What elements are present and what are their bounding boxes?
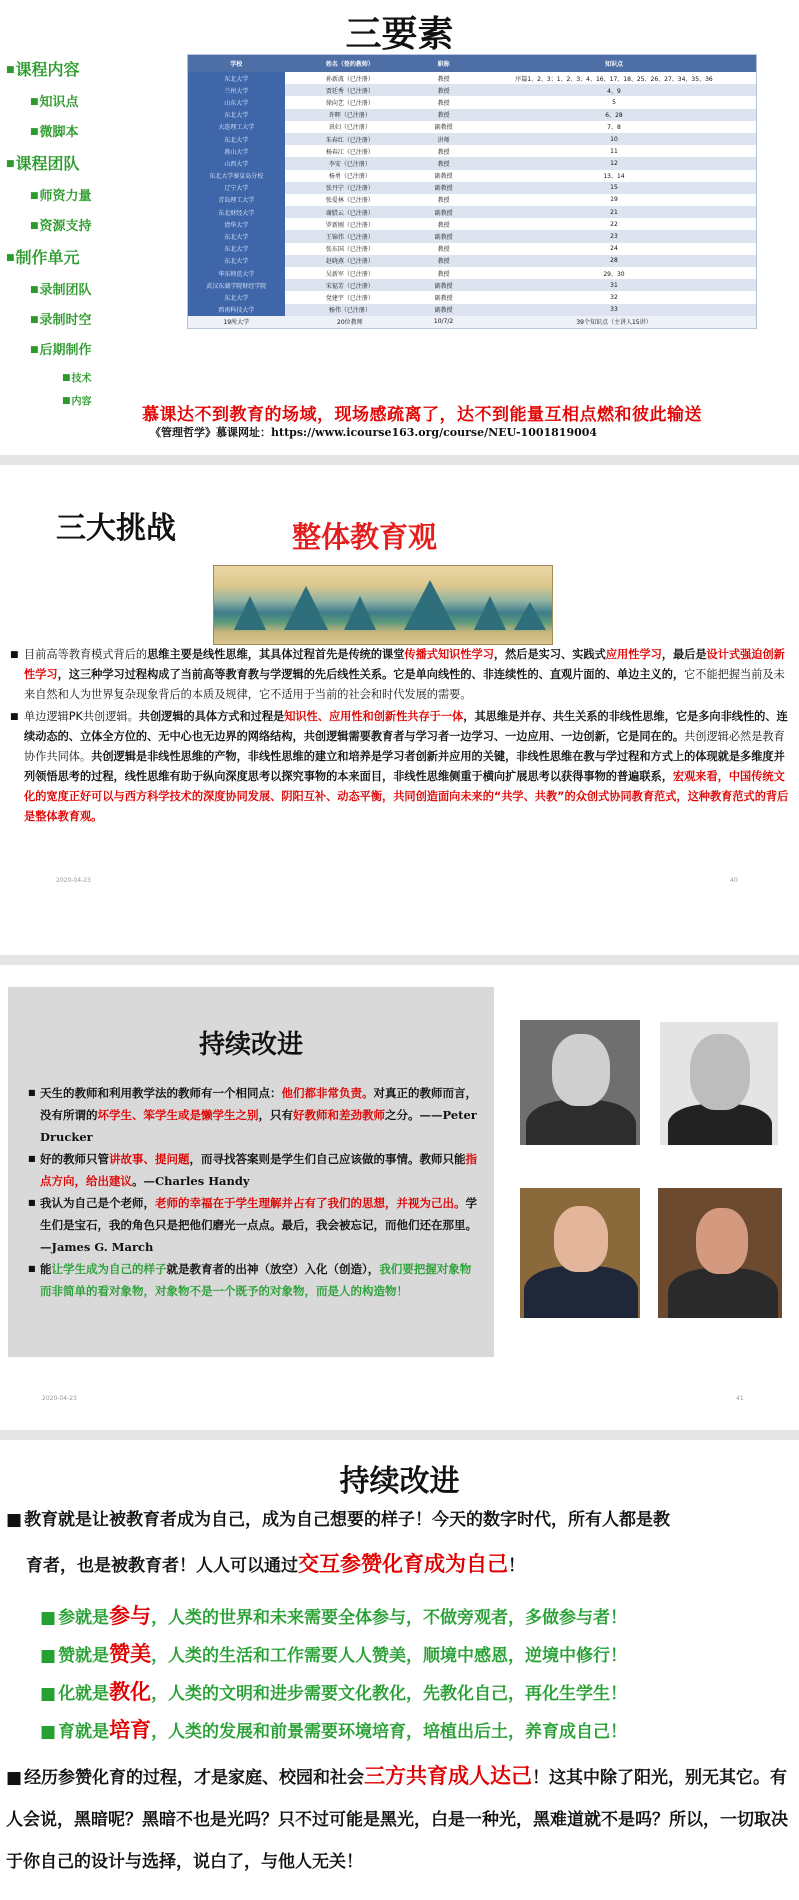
table-row <box>188 145 756 157</box>
quote-handy: ■ 好的教师只管讲故事、提问题，而寻找答案则是学生们自己应该做的事情。教师只能指点方向，给出建议。—Charles Handy <box>28 1148 478 1192</box>
column-header: 学校 <box>188 55 285 72</box>
paragraph-cocreation: ■ 单边逻辑PK共创逻辑。共创逻辑的具体方式和过程是知识性、应用性和创新性共存于一体，其思维是并存、共生关系的非线性思维，它是多向非线性的、连续动态的、立体全方位的、无中心也无边界的网络结构，共创逻辑需要教育者与学习者一边学习、一边应用、一边创新，它是同在的。共创逻辑必然是教育协作共同体。共创逻辑是非线性思维的产物，非线性思维的建立和培养是学习者创新并应用的关键，非线性思维在教与学过程和方式上的体现就是多维度并列领悟思考的过程，线性思维有助于纵向深度思考以探究事物的本来面目，非线性思维侧重于横向扩展思考以获得事物的普遍联系，宏观来看，中国传统文化的宽度正好可以与西方科学技术的深度协同发展、阴阳互补、动态平衡，共同创造面向未来的“共学、共教”的众创式协同教育范式，这种教育范式的背后是整体教育观。 <box>10 707 790 827</box>
table-cell: 青岛理工大学 <box>188 194 285 206</box>
portrait-photo-2 <box>660 1022 778 1145</box>
slide-continuous-improvement-education <box>0 1440 799 1900</box>
table-cell: 讲师 <box>415 133 472 145</box>
table-row <box>188 206 756 218</box>
table-cell: 11 <box>472 145 756 157</box>
table-cell: 许晖（已注册） <box>285 109 416 121</box>
table-row <box>188 291 756 303</box>
table-row <box>188 96 756 108</box>
tree-node: ■ 资源支持 <box>30 220 181 233</box>
table-cell: 教授 <box>415 243 472 255</box>
table-cell: 23 <box>472 230 756 242</box>
table-cell: 杨春江（已注册） <box>285 145 416 157</box>
landscape-painting <box>213 565 553 645</box>
slide-three-elements <box>0 0 799 455</box>
table-cell: 李安（已注册） <box>285 157 416 169</box>
table-row <box>188 230 756 242</box>
table-cell: 19 <box>472 194 756 206</box>
table-cell: 辽宁大学 <box>188 182 285 194</box>
table-cell: 张爱林（已注册） <box>285 194 416 206</box>
slide-title: 三大挑战 <box>56 511 176 546</box>
tree-node: ■ 后期制作 <box>30 344 181 357</box>
quote-panel <box>8 987 494 1357</box>
table-cell: 教授 <box>415 72 472 84</box>
table-cell: 6、28 <box>472 109 756 121</box>
table-cell: 华东师范大学 <box>188 267 285 279</box>
table-cell: 副教授 <box>415 121 472 133</box>
table-cell: 党建宇（已注册） <box>285 291 416 303</box>
table-cell: 教授 <box>415 194 472 206</box>
portrait-photo-1 <box>520 1020 640 1145</box>
slide-divider <box>0 455 799 465</box>
tree-node: ■ 录制时空 <box>30 314 181 327</box>
table-cell: 序篇1、2、3；1、2、3、4、16、17、18、25、26、27、34、35、36 <box>472 72 756 84</box>
slide-three-challenges <box>0 465 799 955</box>
tree-node: ■ 课程团队 <box>6 156 181 172</box>
quote-march: ■ 我认为自己是个老师，老师的幸福在于学生理解并占有了我们的思想，并视为己出。学生们是宝石，我的角色只是把他们磨光一点点。最后，我会被忘记，而他们还在那里。—James G. March <box>28 1192 478 1258</box>
table-cell: 武汉东湖学院财经学院 <box>188 279 285 291</box>
table-row <box>188 157 756 169</box>
table-cell: 徐向艺（已注册） <box>285 96 416 108</box>
table-cell: 贾廷秀（已注册） <box>285 84 416 96</box>
tree-node: ■ 微脚本 <box>30 126 181 139</box>
tree-node: ■ 技术 <box>62 374 181 385</box>
table-cell: 赵晓燕（已注册） <box>285 255 416 267</box>
tree-node: ■ 课程内容 <box>6 62 181 78</box>
slide-date: 2020-04-23 <box>56 877 91 884</box>
table-cell: 清华大学 <box>188 218 285 230</box>
slide-title: 持续改进 <box>198 1030 303 1060</box>
column-header: 姓名（签约教师） <box>285 55 416 72</box>
table-row <box>188 316 756 328</box>
table-row <box>188 182 756 194</box>
table-cell: 兰州大学 <box>188 84 285 96</box>
slogan: 慕课达不到教育的场域，现场感疏离了，达不到能量互相点燃和彼此输送 <box>142 405 702 425</box>
column-header: 知识点 <box>472 55 756 72</box>
slide-divider <box>0 955 799 965</box>
challenge-body <box>10 645 790 829</box>
table-row <box>188 194 756 206</box>
table-row <box>188 255 756 267</box>
portrait-photo-4 <box>658 1188 782 1318</box>
mind-map-tree <box>6 62 181 419</box>
table-cell: 31 <box>472 279 756 291</box>
table-cell: 5 <box>472 96 756 108</box>
tree-node: ■ 录制团队 <box>30 284 181 297</box>
table-cell: 39个知识点（主讲人15讲） <box>472 316 756 328</box>
table-row <box>188 84 756 96</box>
table-body <box>188 72 756 328</box>
table-row <box>188 304 756 316</box>
table-cell: 教授 <box>415 96 472 108</box>
canzan-item: ■ 化就是教化，人类的文明和进步需要文化教化，先教化自己，再化生学生！ <box>40 1680 628 1704</box>
slide-date: 2020-04-23 <box>42 1395 77 1402</box>
slide-title: 持续改进 <box>339 1464 460 1499</box>
paragraph-linear: ■ 目前高等教育模式背后的思维主要是线性思维，其具体过程首先是传统的课堂传播式知识性学习，然后是实习、实践式应用性学习，最后是设计式强迫创新性学习，这三种学习过程构成了当前高等教育教与学逻辑的先后线性关系。它是单向线性的、非连续性的、直观片面的、单边主义的，它不能把握当前及未来自然和人为世界复杂现象背后的本质及规律，它不适用于当前的社会和时代发展的需要。 <box>10 645 790 705</box>
table-cell: 孙新波（已注册） <box>285 72 416 84</box>
column-header: 职称 <box>415 55 472 72</box>
table-cell: 副教授 <box>415 279 472 291</box>
slide-title: 三要素 <box>345 14 454 55</box>
tree-node: ■ 师资力量 <box>30 190 181 203</box>
table-cell: 东北大学 <box>188 109 285 121</box>
table-cell: 山东大学 <box>188 96 285 108</box>
table-row <box>188 121 756 133</box>
table-cell: 吴新军（已注册） <box>285 267 416 279</box>
table-cell: 谢腊云（已注册） <box>285 206 416 218</box>
table-row <box>188 109 756 121</box>
table-row <box>188 133 756 145</box>
table-cell: 罗新刚（已注册） <box>285 218 416 230</box>
table-cell: 12 <box>472 157 756 169</box>
canzan-item: ■ 参就是参与，人类的世界和未来需要全体参与，不做旁观者，多做参与者！ <box>40 1604 628 1628</box>
table-row <box>188 267 756 279</box>
table-cell: 大连理工大学 <box>188 121 285 133</box>
table-cell: 22 <box>472 218 756 230</box>
table-cell: 王锦伟（已注册） <box>285 230 416 242</box>
paragraph-education: ■ 教育就是让被教育者成为自己，成为自己想要的样子！今天的数字时代，所有人都是教 育者，也是被教育者！人人可以通过交互参赞化育成为自己！ <box>6 1510 671 1576</box>
table-cell: 10/7/2 <box>415 316 472 328</box>
table-cell: 杨勇（已注册） <box>285 170 416 182</box>
table-cell: 教授 <box>415 157 472 169</box>
table-cell: 东北大学 <box>188 291 285 303</box>
teacher-table <box>187 54 757 329</box>
table-cell: 张东国（已注册） <box>285 243 416 255</box>
table-cell: 副教授 <box>415 291 472 303</box>
tree-node: ■ 知识点 <box>30 96 181 109</box>
table-cell: 东北大学 <box>188 255 285 267</box>
table-cell: 21 <box>472 206 756 218</box>
table-cell: 教授 <box>415 267 472 279</box>
table-cell: 20位教师 <box>285 316 416 328</box>
table-row <box>188 72 756 84</box>
slide-divider <box>0 1430 799 1440</box>
portrait-photo-3 <box>520 1188 640 1318</box>
table-cell: 24 <box>472 243 756 255</box>
table-cell: 33 <box>472 304 756 316</box>
table-cell: 副教授 <box>415 304 472 316</box>
table-cell: 28 <box>472 255 756 267</box>
table-row <box>188 279 756 291</box>
table-cell: 教授 <box>415 145 472 157</box>
table-cell: 东北大学 <box>188 243 285 255</box>
table-cell: 13、14 <box>472 170 756 182</box>
table-cell: 杨伟（已注册） <box>285 304 416 316</box>
table-row <box>188 218 756 230</box>
table-cell: 教授 <box>415 255 472 267</box>
quote-drucker: ■ 天生的教师和利用教学法的教师有一个相同点：他们都非常负责。对真正的教师而言，没有所谓的坏学生、笨学生或是懒学生之别，只有好教师和差劲教师之分。——Peter Drucker <box>28 1082 478 1148</box>
paragraph-conclusion: ■ 经历参赞化育的过程，才是家庭、校园和社会三方共育成人达己！这其中除了阳光，别无其它。有人会说，黑暗呢？黑暗不也是光吗？只不过可能是黑光，白是一种光，黑难道就不是吗？所以，一切取决于你自己的设计与选择，说白了，与他人无关！ <box>6 1764 788 1872</box>
table-cell: 张丹宁（已注册） <box>285 182 416 194</box>
table-cell: 15 <box>472 182 756 194</box>
table-cell: 东北财经大学 <box>188 206 285 218</box>
table-cell: 教授 <box>415 84 472 96</box>
canzan-item: ■ 赞就是赞美，人类的生活和工作需要人人赞美，顺境中感恩，逆境中修行！ <box>40 1642 628 1666</box>
table-cell: 4、9 <box>472 84 756 96</box>
table-cell: 副教授 <box>415 230 472 242</box>
course-url: 《管理哲学》慕课网址：https://www.icourse163.org/course/NEU-1001819004 <box>150 426 598 439</box>
table-cell: 东北大学秦皇岛分校 <box>188 170 285 182</box>
canzan-item: ■ 育就是培育，人类的发展和前景需要环境培育，培植出后土，养育成自己！ <box>40 1718 628 1742</box>
table-row <box>188 243 756 255</box>
table-cell: 东北大学 <box>188 133 285 145</box>
table-cell: 讯妇（已注册） <box>285 121 416 133</box>
slide-continuous-improvement-quotes <box>0 965 799 1430</box>
table-cell: 教授 <box>415 109 472 121</box>
table-cell: 东北大学 <box>188 230 285 242</box>
page-number: 40 <box>730 877 738 884</box>
table-cell: 7、8 <box>472 121 756 133</box>
table-cell: 副教授 <box>415 170 472 182</box>
table-cell: 宋福芳（已注册） <box>285 279 416 291</box>
tree-node: ■ 制作单元 <box>6 250 181 266</box>
table-cell: 西南科技大学 <box>188 304 285 316</box>
table-cell: 朱春红（已注册） <box>285 133 416 145</box>
table-row <box>188 170 756 182</box>
table-cell: 山西大学 <box>188 157 285 169</box>
table-cell: 32 <box>472 291 756 303</box>
table-cell: 东北大学 <box>188 72 285 84</box>
table-cell: 10 <box>472 133 756 145</box>
table-cell: 副教授 <box>415 206 472 218</box>
tree-node: ■ 内容 <box>62 397 181 408</box>
table-cell: 副教授 <box>415 182 472 194</box>
quote-creation: ■ 能让学生成为自己的样子就是教育者的出神（放空）入化（创造），我们要把握对象物而非简单的看对象物，对象物不是一个既予的对象物，而是人的构造物！ <box>28 1258 478 1302</box>
slide-subtitle: 整体教育观 <box>292 520 438 554</box>
quote-list <box>28 1082 478 1302</box>
table-cell: 燕山大学 <box>188 145 285 157</box>
table-header <box>188 55 756 72</box>
table-cell: 29、30 <box>472 267 756 279</box>
table-cell: 19所大学 <box>188 316 285 328</box>
table-cell: 教授 <box>415 218 472 230</box>
page-number: 41 <box>736 1395 744 1402</box>
